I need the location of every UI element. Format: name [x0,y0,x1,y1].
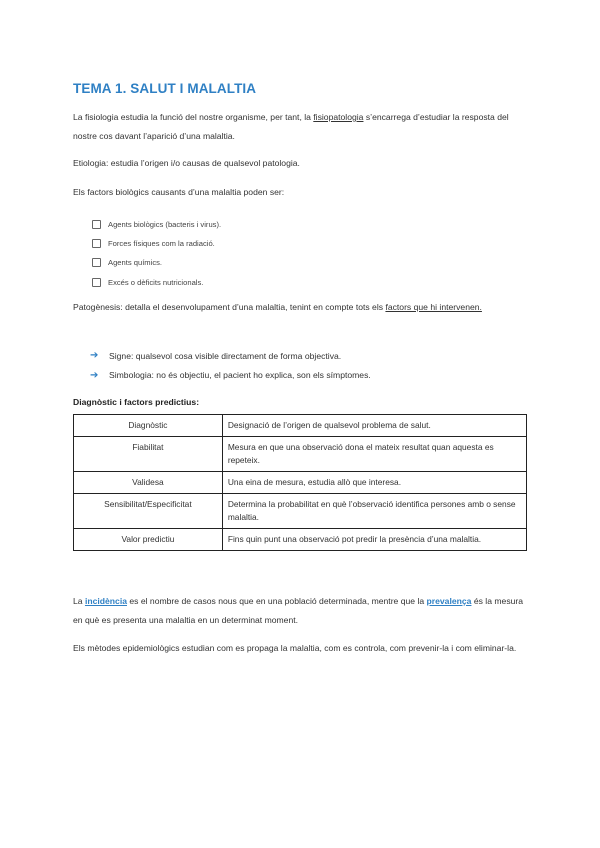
factors-intro: Els factors biològics causants d’una malaltia poden ser: [73,187,285,197]
checkbox-icon[interactable] [92,278,101,287]
checklist-item [92,234,221,253]
table-cell-definition: Determina la probabilitat en què l’observació identifica persones amb o sense malaltia. [222,494,526,529]
fisiopatologia-term: fisiopatologia [313,112,364,122]
methods-paragraph: Els mètodes epidemiològics estudian com es propaga la malaltia, com es controla, com prevenir-la i com eliminar-la. [73,643,517,653]
pathogenesis-text: Patogènesis: detalla el desenvolupament d’una malaltia, tenint en compte tots els [73,302,386,312]
table-cell-term: Valor predictiu [74,529,223,551]
diagnosis-table [73,414,527,551]
table-row [74,437,527,472]
checklist-item [92,253,221,272]
table-cell-term: Sensibilitat/Especificitat [74,494,223,529]
table-row [74,529,527,551]
intro-paragraph [73,108,528,145]
incidence-text-1: La [73,596,85,606]
incidence-paragraph [73,592,528,629]
checklist-item [92,215,221,234]
table-row [74,494,527,529]
table-cell-definition: Una eina de mesura, estudia allò que interesa. [222,472,526,494]
checkbox-icon[interactable] [92,220,101,229]
checklist-item [92,273,221,292]
table-title: Diagnòstic i factors predictius: [73,397,200,407]
list-item-label: Signe: qualsevol cosa visible directament de forma objectiva. [109,350,342,361]
table-row [74,415,527,437]
pathogenesis-paragraph [73,298,528,317]
table-cell-term: Diagnòstic [74,415,223,437]
incidence-text-3: és la mesura en què es presenta una malaltia en un determinat moment. [73,596,524,625]
list-item [90,366,371,386]
table-cell-definition: Designació de l’origen de qualsevol problema de salut. [222,415,526,437]
table-row [74,472,527,494]
table-cell-term: Validesa [74,472,223,494]
table-cell-term: Fiabilitat [74,437,223,472]
checklist-item-label: Excés o dèficits nutricionals. [108,277,204,287]
list-item [90,346,371,366]
arrow-right-icon: ➔ [90,369,99,381]
intro-text-before: La fisiologia estudia la funció del nostre organisme, per tant, la [73,112,314,122]
factors-checklist [92,215,221,292]
etiology-paragraph: Etiologia: estudia l’origen i/o causas de qualsevol patologia. [73,158,300,168]
checklist-item-label: Agents biològics (bacteris i virus). [108,220,222,230]
checkbox-icon[interactable] [92,258,101,267]
checklist-item-label: Forces físiques com la radiació. [108,239,215,249]
list-item-label: Simbologia: no és objectiu, el pacient ho explica, son els símptomes. [109,370,371,381]
checklist-item-label: Agents químics. [108,258,163,268]
pathogenesis-term: factors que hi intervenen. [385,302,482,312]
page-title: TEMA 1. SALUT I MALALTIA [73,81,257,96]
arrow-right-icon: ➔ [90,350,99,362]
signs-list [90,346,371,385]
incidence-link[interactable]: incidència [84,596,127,606]
intro-text-after: s’encarrega d’estudiar la resposta del nostre cos davant l’aparició d’una malaltia. [73,112,509,141]
prevalence-link[interactable]: prevalença [426,596,472,606]
checkbox-icon[interactable] [92,239,101,248]
incidence-text-2: es el nombre de casos nous que en una població determinada, mentre que la [126,596,427,606]
table-cell-definition: Fins quin punt una observació pot predir la presència d’una malaltia. [222,529,526,551]
table-cell-definition: Mesura en que una observació dona el mateix resultat quan aquesta es repeteix. [222,437,526,472]
